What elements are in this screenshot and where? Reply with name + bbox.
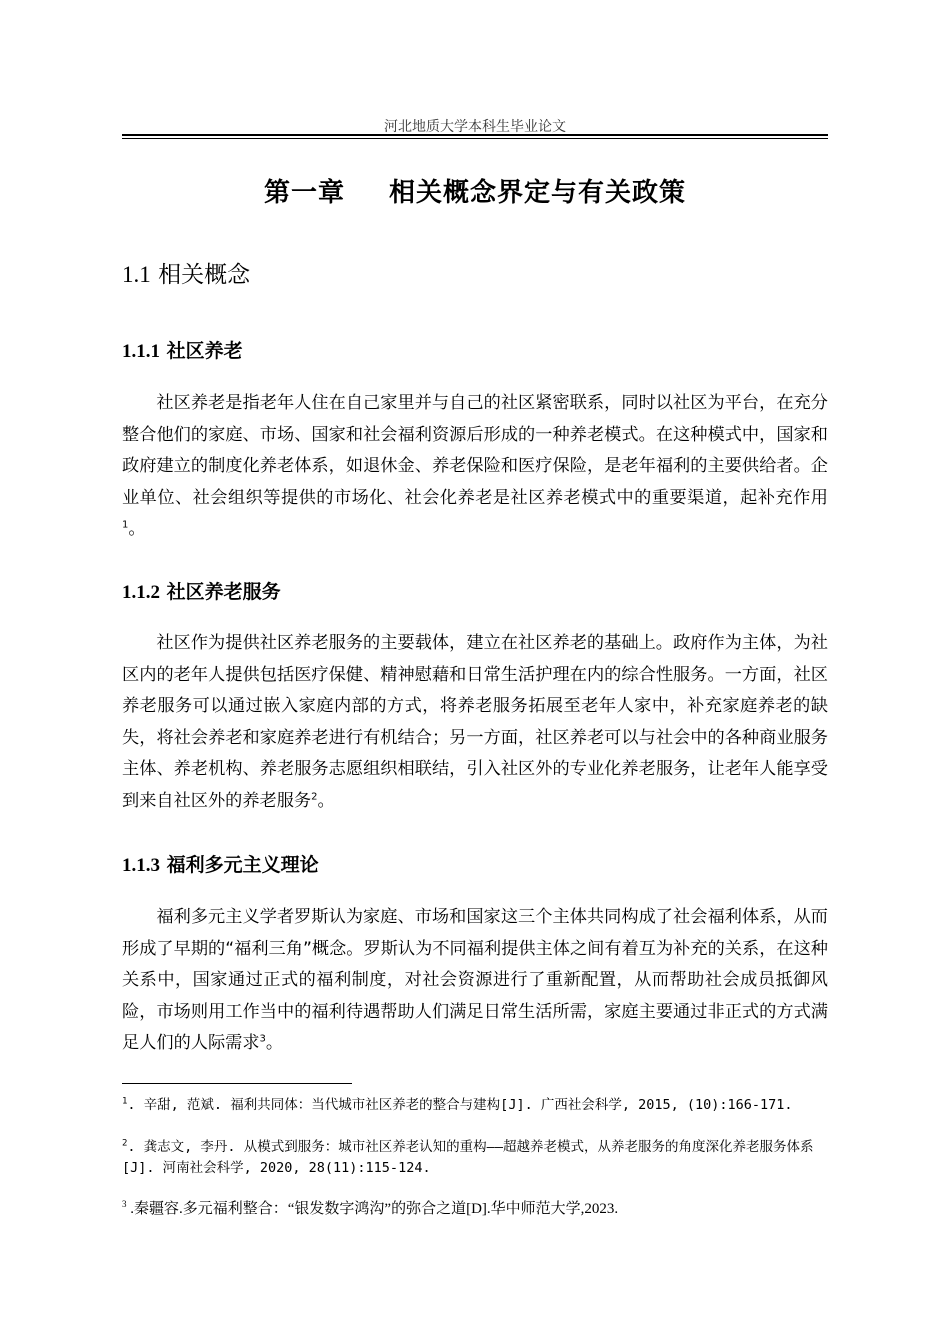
paragraph-end: 。 [128,519,146,539]
paragraph-community-elderly-care [122,388,828,546]
footnote-text: . 辛甜, 范斌. 福利共同体：当代城市社区养老的整合与建构[J]. 广西社会科学, 2015, (10):166-171. [127,1097,793,1113]
footnote-mark: 2 [122,1138,128,1149]
running-header: 河北地质大学本科生毕业论文 [384,119,566,135]
paragraph-community-elderly-service [122,628,828,817]
paragraph-text: 社区养老是指老年人住在自己家里并与自己的社区紧密联系，同时以社区为平台，在充分整合他们的家庭、市场、国家和社会福利资源后形成的一种养老模式。在这种模式中，国家和政府建立的制度化养老体系，如退休金、养老保险和医疗保险，是老年福利的主要供给者。企业单位、社会组织等提供的市场化、社会化养老是社区养老模式中的重要渠道，起补充作用 [122,393,828,508]
subsection-title: 社区养老服务 [166,581,281,603]
subsection-number: 1.1.3 [122,855,160,876]
subsection-heading-1-1-3 [122,850,319,877]
section-title: 相关概念 [158,262,251,288]
footnote-1 [122,1095,828,1116]
subsection-title: 福利多元主义理论 [166,854,319,876]
chapter-title-text: 相关概念界定与有关政策 [389,178,687,208]
footnote-ref[interactable]: 3 [259,1033,266,1045]
footnote-mark: 3 [122,1199,127,1209]
subsection-number: 1.1.1 [122,341,160,362]
paragraph-text: 社区作为提供社区养老服务的主要载体，建立在社区养老的基础上。政府作为主体，为社区内的老年人提供包括医疗保健、精神慰藉和日常生活护理在内的综合性服务。一方面，社区养老服务可以通过嵌入家庭内部的方式，将养老服务拓展至老年人家中，补充家庭养老的缺失，将社会养老和家庭养老进行有机结合；另一方面，社区养老可以与社会中的各种商业服务主体、养老机构、养老服务志愿组织相联结，引入社区外的专业化养老服务，让老年人能享受到来自社区外的养老服务 [122,633,828,811]
footnote-2 [122,1137,828,1179]
paragraph-end: 。 [265,1033,284,1053]
footnote-text: . 龚志文, 李丹. 从模式到服务：城市社区养老认知的重构——超越养老模式，从养老服务的角度深化养老服务体系[J]. 河南社会科学, 2020, 28(11):115-124. [122,1139,814,1176]
footnote-ref[interactable]: 2 [311,790,318,802]
section-number: 1.1 [122,262,151,287]
subsection-heading-1-1-1 [122,336,243,363]
footnote-text: .秦疆容.多元福利整合：“银发数字鸿沟”的弥合之道[D].华中师范大学,2023. [126,1201,619,1217]
footnote-3 [122,1199,828,1220]
subsection-title: 社区养老 [166,340,243,362]
paragraph-end: 。 [317,790,335,811]
subsection-number: 1.1.2 [122,582,160,603]
header-rule-thick [122,134,828,136]
footnote-separator [122,1083,352,1084]
header-rule-thin [122,138,828,139]
paragraph-text: 福利多元主义学者罗斯认为家庭、市场和国家这三个主体共同构成了社会福利体系，从而形成了早期的“福利三角”概念。罗斯认为不同福利提供主体之间有着互为补充的关系，在这种关系中，国家通过正式的福利制度，对社会资源进行了重新配置，从而帮助社会成员抵御风险，市场则用工作当中的福利待遇帮助人们满足日常生活所需，家庭主要通过非正式的方式满足人们的人际需求 [122,907,828,1053]
chapter-number: 第一章 [263,178,345,208]
subsection-heading-1-1-2 [122,577,281,604]
chapter-title [122,172,828,209]
footnote-mark: 1 [122,1096,128,1107]
footnote-ref[interactable]: 1 [122,519,129,531]
paragraph-welfare-pluralism [122,902,828,1060]
section-heading-1-1 [122,256,250,289]
